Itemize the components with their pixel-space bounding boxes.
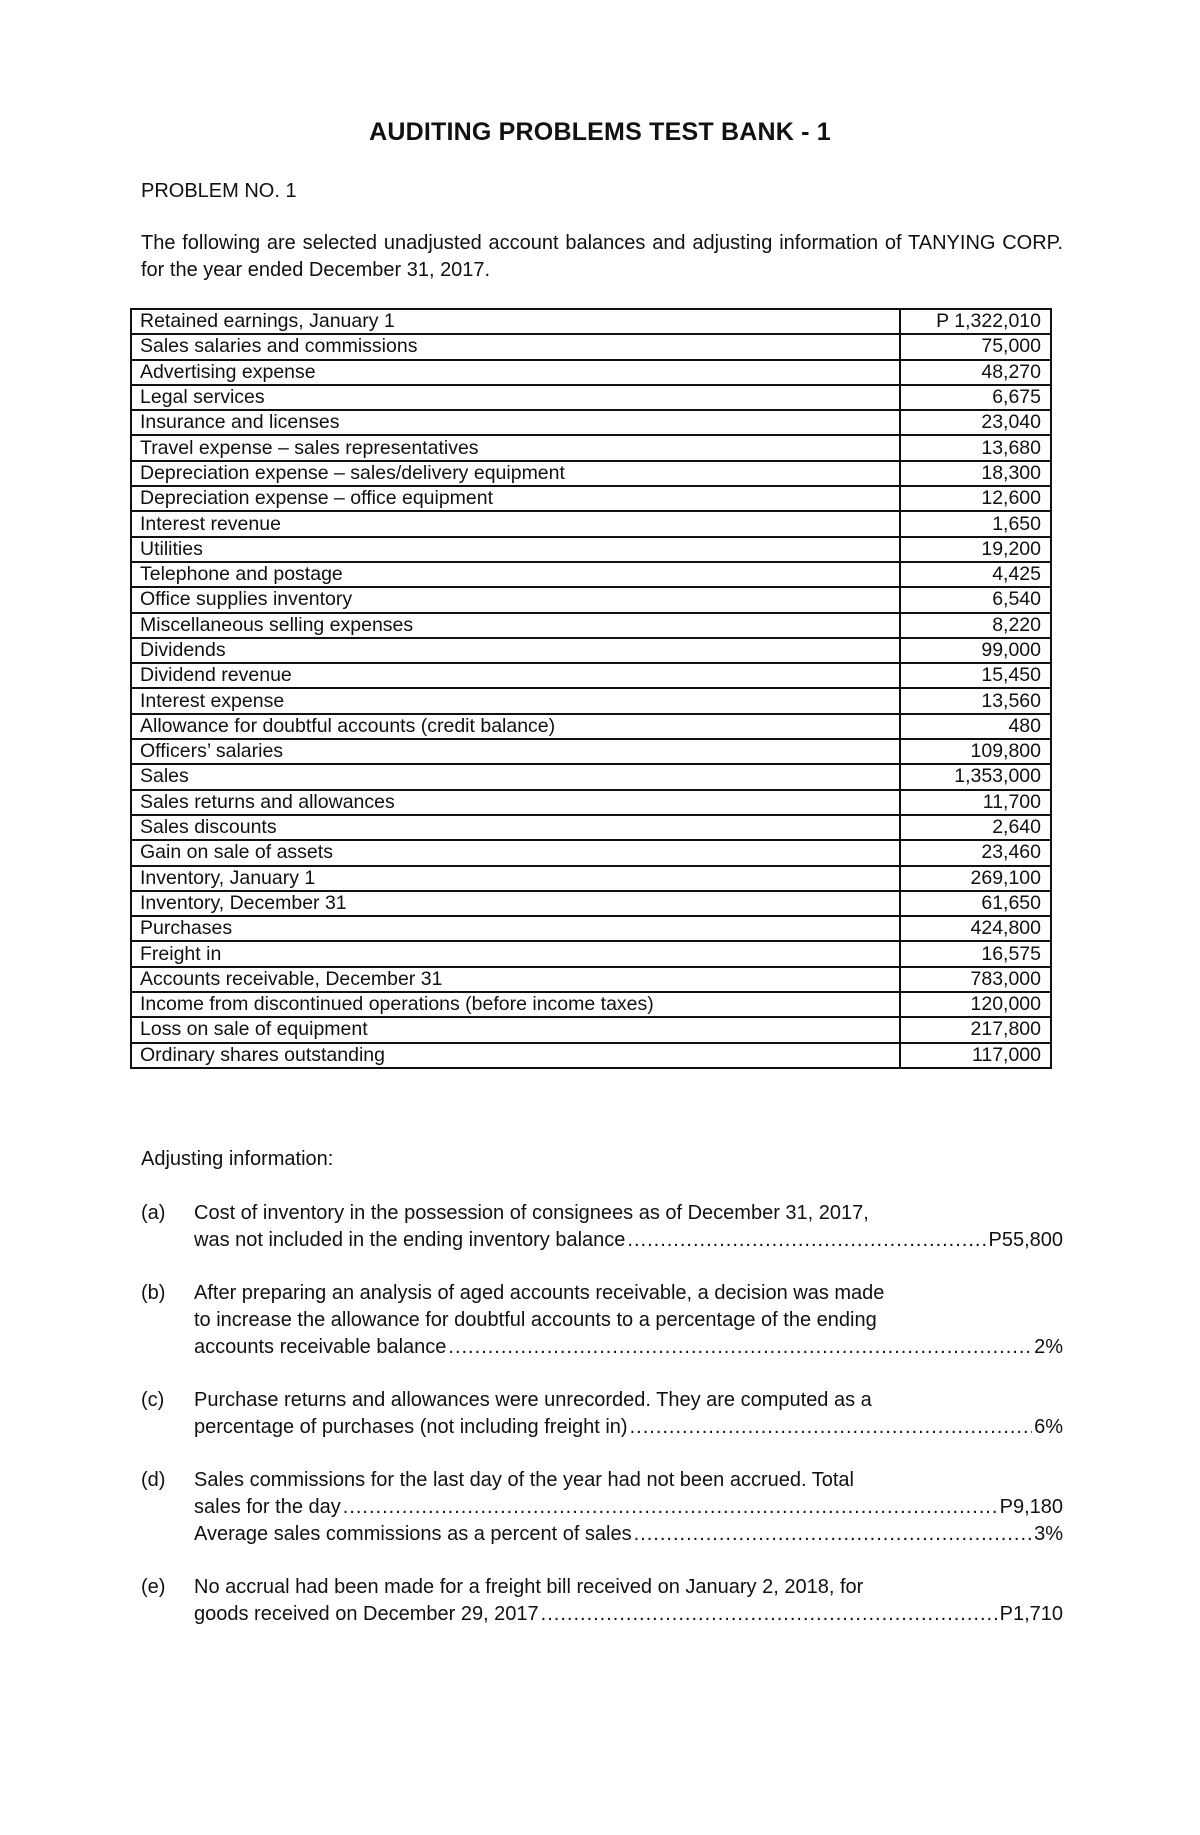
account-amount: 2,640 <box>900 815 1051 840</box>
problem-label: PROBLEM NO. 1 <box>141 180 297 202</box>
table-row <box>131 790 1051 815</box>
table-row <box>131 739 1051 764</box>
adjustment-value: 2% <box>1034 1336 1063 1358</box>
table-row <box>131 334 1051 359</box>
account-name: Depreciation expense – sales/delivery equipment <box>131 461 900 486</box>
account-amount: 11,700 <box>900 790 1051 815</box>
account-name: Purchases <box>131 916 900 941</box>
dot-leader <box>343 1494 998 1521</box>
account-name: Loss on sale of equipment <box>131 1017 900 1042</box>
adjustment-line <box>194 1601 1063 1628</box>
account-amount: 424,800 <box>900 916 1051 941</box>
adjustment-letter: (d) <box>141 1469 166 1491</box>
table-row <box>131 688 1051 713</box>
table-row <box>131 840 1051 865</box>
table-row <box>131 613 1051 638</box>
account-name: Miscellaneous selling expenses <box>131 613 900 638</box>
account-amount: 75,000 <box>900 334 1051 359</box>
account-amount: 120,000 <box>900 992 1051 1017</box>
adjustment-line-text: percentage of purchases (not including freight in) <box>194 1416 628 1438</box>
account-name: Retained earnings, January 1 <box>131 309 900 334</box>
table-row <box>131 891 1051 916</box>
table-row <box>131 1017 1051 1042</box>
adjustment-line-text: Purchase returns and allowances were unrecorded. They are computed as a <box>194 1389 872 1411</box>
dot-leader <box>634 1521 1032 1548</box>
account-amount: 48,270 <box>900 360 1051 385</box>
account-amount: P 1,322,010 <box>900 309 1051 334</box>
table-row <box>131 992 1051 1017</box>
document-title: AUDITING PROBLEMS TEST BANK - 1 <box>369 118 831 146</box>
adjustment-line <box>194 1414 1063 1441</box>
adjustment-line-text: to increase the allowance for doubtful accounts to a percentage of the ending <box>194 1309 877 1331</box>
account-amount: 6,675 <box>900 385 1051 410</box>
adjustment-item <box>141 1200 1063 1254</box>
account-amount: 217,800 <box>900 1017 1051 1042</box>
account-amount: 6,540 <box>900 587 1051 612</box>
dot-leader <box>627 1227 986 1254</box>
account-balances-table <box>130 308 1052 1069</box>
adjustment-line <box>194 1280 1063 1307</box>
account-name: Advertising expense <box>131 360 900 385</box>
account-amount: 783,000 <box>900 967 1051 992</box>
table-row <box>131 764 1051 789</box>
table-row <box>131 486 1051 511</box>
account-amount: 1,353,000 <box>900 764 1051 789</box>
adjustment-line <box>194 1200 1063 1227</box>
adjustment-text <box>194 1387 1063 1441</box>
account-name: Office supplies inventory <box>131 587 900 612</box>
account-name: Sales discounts <box>131 815 900 840</box>
account-name: Interest expense <box>131 688 900 713</box>
adjustment-line <box>194 1494 1063 1521</box>
account-amount: 23,460 <box>900 840 1051 865</box>
adjustment-text <box>194 1280 1063 1361</box>
adjustment-text <box>194 1574 1063 1628</box>
account-amount: 15,450 <box>900 663 1051 688</box>
account-name: Accounts receivable, December 31 <box>131 967 900 992</box>
account-name: Inventory, December 31 <box>131 891 900 916</box>
account-amount: 109,800 <box>900 739 1051 764</box>
account-name: Insurance and licenses <box>131 410 900 435</box>
adjustment-line-text: was not included in the ending inventory balance <box>194 1229 626 1251</box>
table-row <box>131 916 1051 941</box>
table-row <box>131 587 1051 612</box>
dot-leader <box>630 1414 1033 1441</box>
table-row <box>131 309 1051 334</box>
adjustment-text <box>194 1200 1063 1254</box>
account-amount: 99,000 <box>900 638 1051 663</box>
adjustment-value: 6% <box>1034 1416 1063 1438</box>
table-row <box>131 1043 1051 1068</box>
account-amount: 16,575 <box>900 941 1051 966</box>
account-name: Officers’ salaries <box>131 739 900 764</box>
account-name: Travel expense – sales representatives <box>131 435 900 460</box>
adjustment-line-text: goods received on December 29, 2017 <box>194 1603 539 1625</box>
account-name: Allowance for doubtful accounts (credit balance) <box>131 714 900 739</box>
adjustment-line-text: After preparing an analysis of aged accounts receivable, a decision was made <box>194 1282 885 1304</box>
adjustments-list <box>141 1200 1063 1654</box>
account-name: Interest revenue <box>131 511 900 536</box>
adjustment-item <box>141 1280 1063 1361</box>
table-row <box>131 360 1051 385</box>
adjustment-text <box>194 1467 1063 1548</box>
account-amount: 117,000 <box>900 1043 1051 1068</box>
table-row <box>131 511 1051 536</box>
table-row <box>131 815 1051 840</box>
account-amount: 23,040 <box>900 410 1051 435</box>
account-name: Income from discontinued operations (before income taxes) <box>131 992 900 1017</box>
account-amount: 12,600 <box>900 486 1051 511</box>
adjustment-letter: (e) <box>141 1576 166 1598</box>
adjustment-line <box>194 1387 1063 1414</box>
adjustment-letter: (c) <box>141 1389 165 1411</box>
account-name: Sales salaries and commissions <box>131 334 900 359</box>
adjustment-line-text: sales for the day <box>194 1496 341 1518</box>
adjustment-letter: (a) <box>141 1202 166 1224</box>
account-name: Gain on sale of assets <box>131 840 900 865</box>
account-amount: 1,650 <box>900 511 1051 536</box>
adjustment-value: 3% <box>1034 1523 1063 1545</box>
adjustment-value: P1,710 <box>999 1603 1063 1625</box>
account-name: Sales <box>131 764 900 789</box>
dot-leader <box>541 1601 998 1628</box>
account-amount: 480 <box>900 714 1051 739</box>
adjustment-line-text: accounts receivable balance <box>194 1336 447 1358</box>
dot-leader <box>448 1334 1032 1361</box>
account-name: Legal services <box>131 385 900 410</box>
account-name: Utilities <box>131 537 900 562</box>
account-amount: 13,560 <box>900 688 1051 713</box>
account-amount: 269,100 <box>900 866 1051 891</box>
adjustment-line-text: Average sales commissions as a percent of sales <box>194 1523 632 1545</box>
adjustment-line <box>194 1574 1063 1601</box>
account-amount: 4,425 <box>900 562 1051 587</box>
table-row <box>131 385 1051 410</box>
adjustment-line <box>194 1334 1063 1361</box>
table-row <box>131 638 1051 663</box>
table-row <box>131 967 1051 992</box>
adjustment-item <box>141 1387 1063 1441</box>
adjustment-line-text: No accrual had been made for a freight bill received on January 2, 2018, for <box>194 1576 864 1598</box>
intro-paragraph: The following are selected unadjusted account balances and adjusting information of TANYING CORP. for the year ended December 31, 2017. <box>141 232 1063 281</box>
adjustment-letter: (b) <box>141 1282 166 1304</box>
account-amount: 13,680 <box>900 435 1051 460</box>
account-amount: 19,200 <box>900 537 1051 562</box>
account-name: Dividends <box>131 638 900 663</box>
account-name: Ordinary shares outstanding <box>131 1043 900 1068</box>
table-row <box>131 663 1051 688</box>
table-row <box>131 537 1051 562</box>
adjusting-heading: Adjusting information: <box>141 1148 334 1170</box>
table-row <box>131 410 1051 435</box>
adjustment-value: P9,180 <box>999 1496 1063 1518</box>
adjustment-line-text: Cost of inventory in the possession of consignees as of December 31, 2017, <box>194 1202 869 1224</box>
adjustment-line-text: Sales commissions for the last day of the year had not been accrued. Total <box>194 1469 854 1491</box>
table-row <box>131 866 1051 891</box>
adjustment-item <box>141 1574 1063 1628</box>
adjustment-line <box>194 1467 1063 1494</box>
adjustment-item <box>141 1467 1063 1548</box>
table-row <box>131 461 1051 486</box>
adjustment-line <box>194 1307 1063 1334</box>
account-name: Inventory, January 1 <box>131 866 900 891</box>
adjustment-line <box>194 1227 1063 1254</box>
account-balances-body <box>131 309 1051 1068</box>
adjustment-line <box>194 1521 1063 1548</box>
adjustment-value: P55,800 <box>988 1229 1063 1251</box>
table-row <box>131 562 1051 587</box>
account-amount: 8,220 <box>900 613 1051 638</box>
account-name: Depreciation expense – office equipment <box>131 486 900 511</box>
table-row <box>131 435 1051 460</box>
account-name: Dividend revenue <box>131 663 900 688</box>
account-amount: 61,650 <box>900 891 1051 916</box>
account-amount: 18,300 <box>900 461 1051 486</box>
account-name: Telephone and postage <box>131 562 900 587</box>
table-row <box>131 941 1051 966</box>
table-row <box>131 714 1051 739</box>
account-name: Sales returns and allowances <box>131 790 900 815</box>
account-name: Freight in <box>131 941 900 966</box>
